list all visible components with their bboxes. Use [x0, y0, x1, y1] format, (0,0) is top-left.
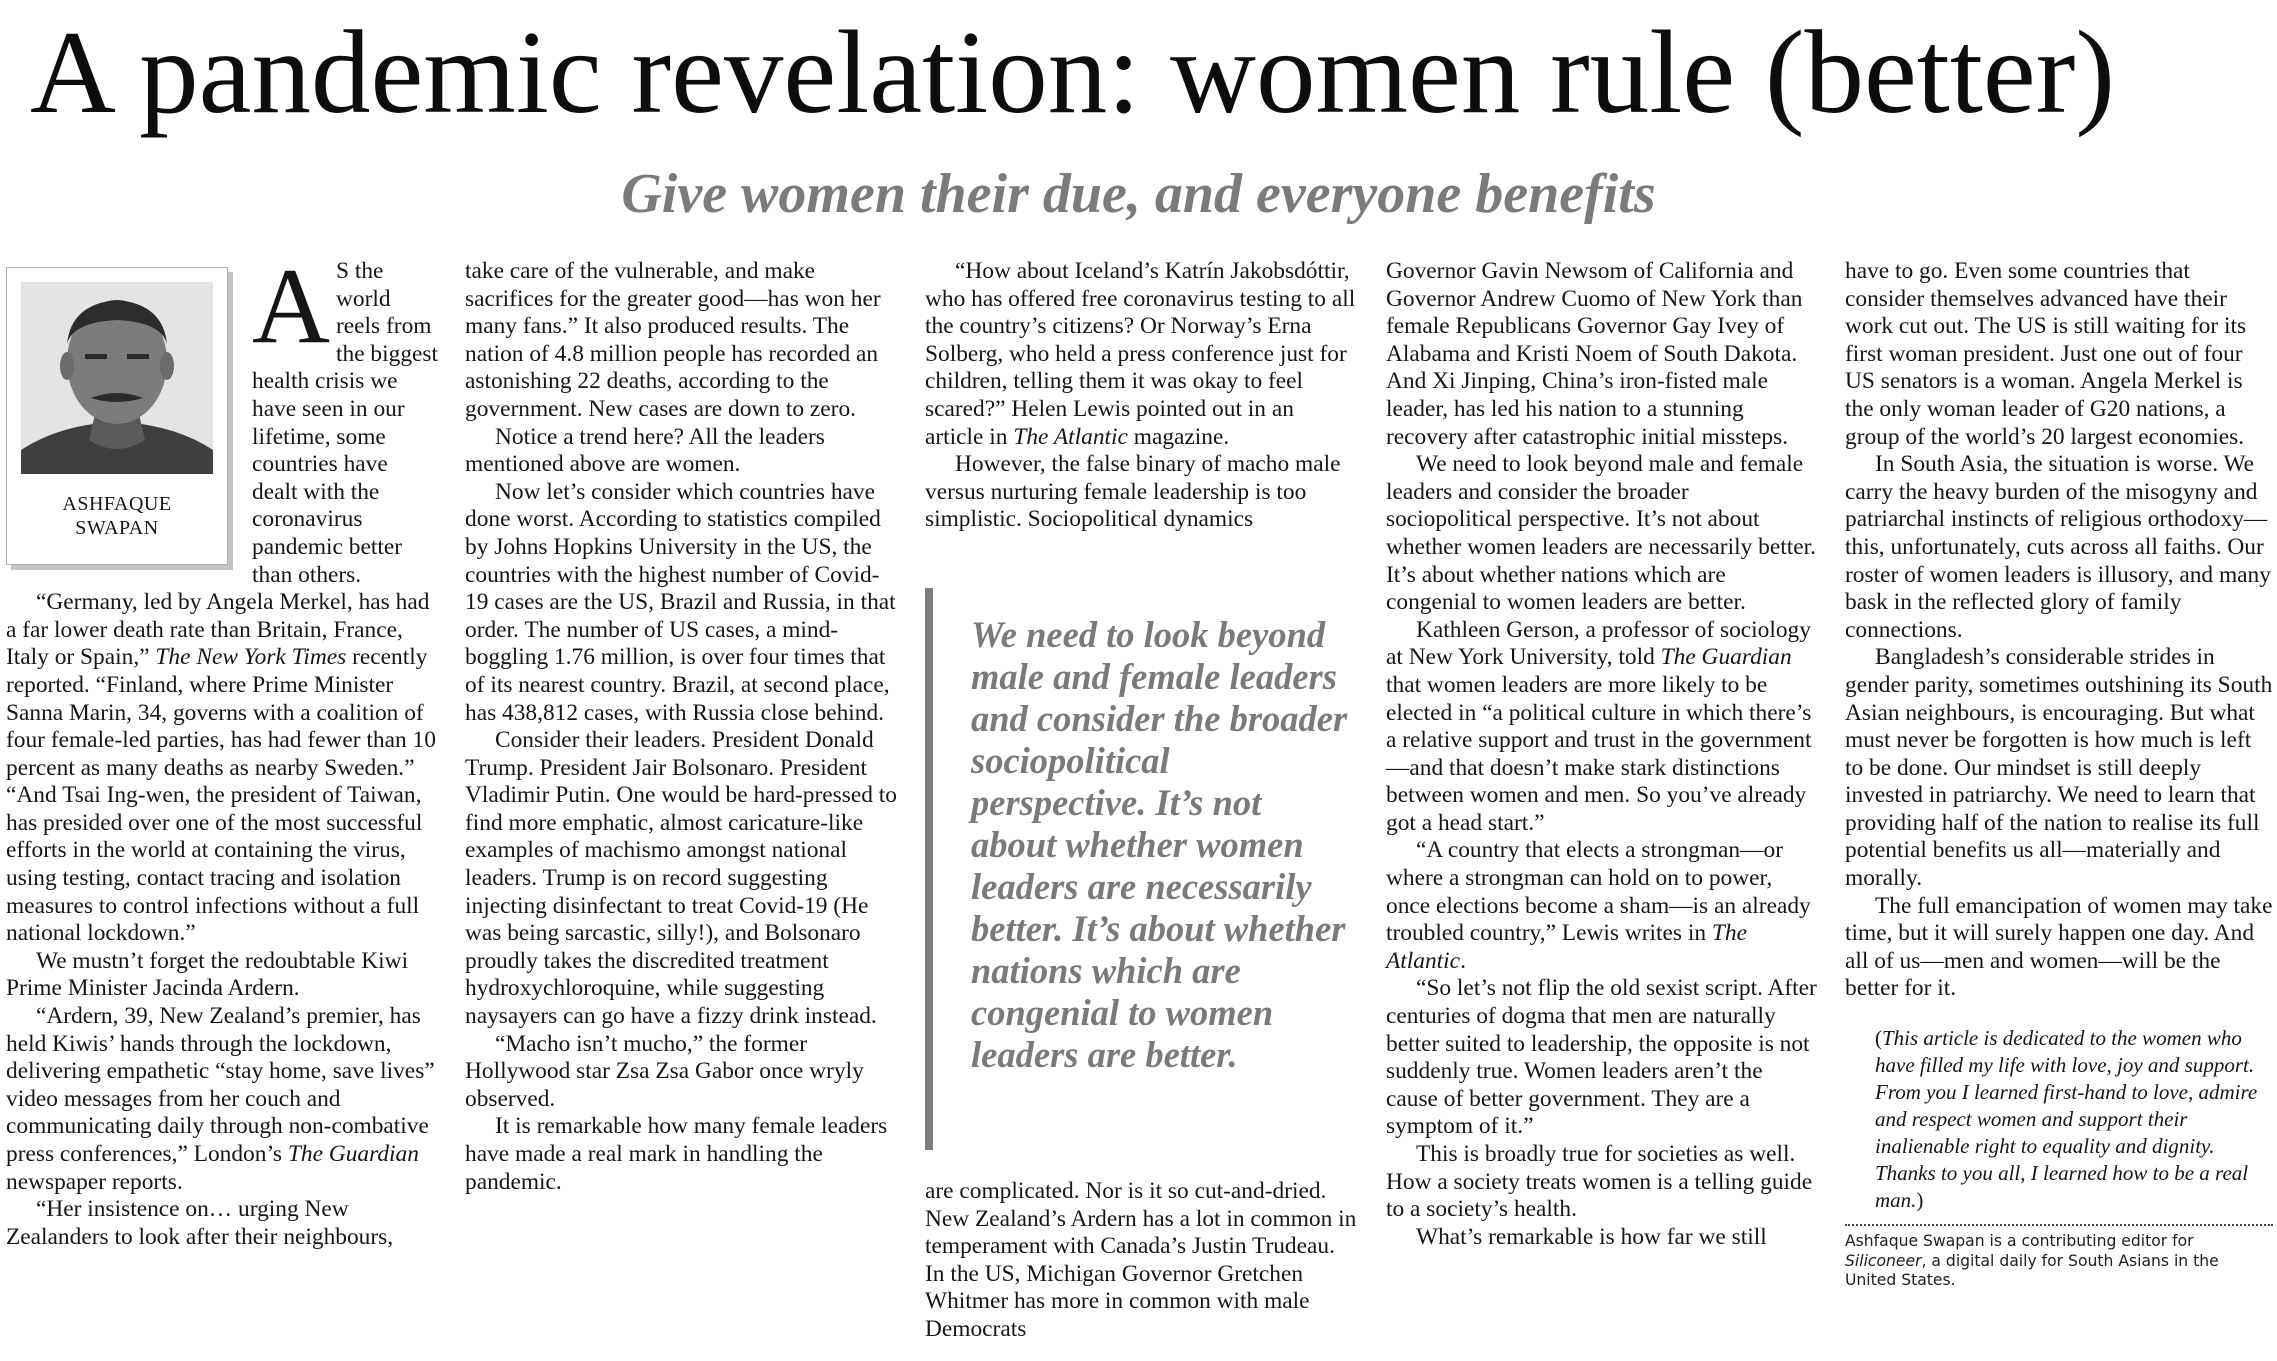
paragraph: Consider their leaders. President Donald Trump. President Jair Bolsonaro. President Vladimir Putin. One would be hard-pressed to find more emphatic, almost caricature-like examples of machismo amongst national leaders. Trump is on record suggesting injecting disinfectant to treat Covid-19 (He was being sarcastic, silly!), and Bolsonaro proudly takes the discredited treatment hydroxychloroquine, while suggesting naysayers can go have a fizzy drink instead. — [465, 727, 897, 1030]
paragraph-text: “Ardern, 39, New Zealand’s premier, has held Kiwis’ hands through the lockdown, delivering empathetic “stay home, save lives” video messages from her couch and communicating daily through non-combative press conferences,” London’s — [6, 1003, 435, 1167]
paragraph: This is broadly true for societies as well. How a society treats women is a telling guide to a society’s health. — [1386, 1141, 1813, 1223]
paragraph-text: “How about Iceland’s Katrín Jakobsdóttir, who has offered free coronavirus testing to all the country’s citizens? Or Norway’s Erna Solberg, who held a press conference just for children, telling them it was okay to feel scared?” Helen Lewis pointed out in an article in — [925, 258, 1356, 450]
paragraph-text: “A country that elects a strongman—or where a strongman can hold on to power, once elections become a sham—is an already troubled country,” Lewis writes in — [1386, 837, 1811, 947]
paragraph — [925, 258, 1357, 451]
dedication-text: This article is dedicated to the women who have filled my life with love, joy and support. From you I learned first-hand to love, admire and respect women and support their inalienable right to equality and dignity. Thanks to you all, I learned how to be a real man. — [1875, 1026, 2258, 1213]
article-column-1 — [6, 247, 438, 1251]
author-bio — [1845, 1232, 2273, 1291]
publication-name: Siliconeer — [1845, 1251, 1922, 1270]
article-column-3-continued — [925, 1178, 1357, 1344]
publication-name: The Guardian — [1660, 644, 1792, 671]
paragraph-text: S the world reels from the biggest health crisis we have seen in our lifetime, some countries have dealt with the coronavirus pandemic better than others. — [252, 258, 438, 588]
divider — [1845, 1224, 2273, 1226]
paragraph: have to go. Even some countries that consider themselves advanced have their work cut out. The US is still waiting for its first woman president. Just one out of four US senators is a woman. Angela Merkel is the only woman leader of G20 nations, a group of the world’s 20 largest economies. — [1845, 258, 2247, 450]
subheadline: Give women their due, and everyone benefits — [621, 163, 1656, 225]
paragraph: “And Tsai Ing-wen, the president of Taiwan, has presided over one of the most successful efforts in the world at containing the virus, using testing, contact tracing and isolation measures to control infections without a full national lockdown.” — [6, 782, 423, 947]
paragraph-text: newspaper reports. — [6, 1168, 183, 1195]
paragraph — [1386, 837, 1818, 975]
paragraph-text: Kathleen Gerson, a professor of sociology at New York University, told — [1386, 616, 1811, 671]
drop-cap: A — [252, 247, 330, 366]
paragraph: We mustn’t forget the redoubtable Kiwi Prime Minister Jacinda Ardern. — [6, 947, 409, 1002]
paragraph: Bangladesh’s considerable strides in gender parity, sometimes outshining its South Asian neighbours, is encouraging. But what must never be forgotten is how much is left to be done. Our mindset is still deeply invested in patriarchy. We need to learn that providing half of the nation to realise its full potential benefits us all—materially and morally. — [1845, 644, 2273, 892]
paragraph: What’s remarkable is how far we still — [1416, 1223, 1767, 1250]
paragraph — [1386, 617, 1818, 838]
paragraph-text: recently reported. “Finland, where Prime Minister Sanna Marin, 34, governs with a coalition of four female-led parties, has had fewer than 10 percent as many deaths as nearby Sweden.” — [6, 644, 436, 781]
paragraph-text: magazine. — [1127, 423, 1230, 450]
publication-name: The Guardian — [287, 1141, 419, 1167]
paragraph: are complicated. Nor is it so cut-and-dried. New Zealand’s Ardern has a lot in common in temperament with Canada’s Justin Trudeau. In the US, Michigan Governor Gretchen Whitmer has more in common with male Democrats — [925, 1178, 1357, 1342]
paragraph-text: that women leaders are more likely to be elected in “a political culture in which there’s a relative support and trust in the government—and that doesn’t make stark distinctions between women and men. So you’ve already got a head start.” — [1386, 671, 1812, 836]
bio-text: , a digital daily for South Asians in the United States. — [1845, 1251, 2219, 1290]
article-column-5 — [1845, 258, 2273, 1291]
paragraph: The full emancipation of women may take time, but it will surely happen one day. And all of us—men and women—will be the better for it. — [1845, 892, 2273, 1002]
paragraph-text: “Germany, led by Angela Merkel, has had a far lower death rate than Britain, France, Italy or Spain,” — [6, 589, 430, 671]
article-column-2 — [465, 258, 897, 1196]
paragraph: However, the false binary of macho male versus nurturing female leadership is too simplistic. Sociopolitical dynamics — [925, 451, 1341, 533]
article-column-3 — [925, 258, 1357, 534]
paragraph-text: . — [1460, 947, 1466, 974]
paragraph — [6, 589, 438, 782]
bio-text: Ashfaque Swapan is a contributing editor for — [1845, 1232, 2194, 1251]
dedication-note — [1845, 1025, 2273, 1214]
paragraph: “So let’s not flip the old sexist script. After centuries of dogma that men are naturally better suited to leadership, the opposite is not suddenly true. Women leaders aren’t the cause of better government. They are a symptom of it.” — [1386, 975, 1817, 1140]
author-name — [7, 492, 227, 540]
paragraph: take care of the vulnerable, and make sacrifices for the greater good—has won her many fans.” It also produced results. The nation of 4.8 million people has recorded an astonishing 22 deaths, according to the government. New cases are down to zero. — [465, 258, 881, 422]
author-box — [6, 267, 228, 565]
paragraph: In South Asia, the situation is worse. We carry the heavy burden of the misogyny and patriarchal instincts of religious orthodoxy—this, unfortunately, cuts across all faiths. Our roster of women leaders is illusory, and many bask in the reflected glory of family connections. — [1845, 451, 2271, 643]
author-first-name: ASHFAQUE — [62, 493, 172, 515]
paren: ( — [1875, 1026, 1882, 1051]
author-last-name: SWAPAN — [75, 517, 159, 539]
pull-quote — [925, 588, 1357, 1150]
headline: A pandemic revelation: women rule (better) — [30, 6, 2115, 138]
paren: ) — [1916, 1188, 1924, 1213]
paragraph: Now let’s consider which countries have done worst. According to statistics compiled by Johns Hopkins University in the US, the countries with the highest number of Covid-19 cases are the US, Brazil and Russia, in that order. The number of US cases, a mind-boggling 1.76 million, is over four times that of its nearest country. Brazil, at second place, has 438,812 cases, with Russia close behind. — [465, 478, 896, 726]
author-portrait-icon — [21, 282, 213, 474]
paragraph: “Macho isn’t mucho,” the former Hollywood star Zsa Zsa Gabor once wryly observed. — [465, 1030, 864, 1112]
pull-quote-text: We need to look beyond male and female leaders and consider the broader sociopolitical perspective. It’s not about whether women leaders are necessarily better. It’s about whether nations which are congenial to women leaders are better. — [971, 614, 1348, 1075]
paragraph: “Her insistence on… urging New Zealanders to look after their neighbours, — [6, 1196, 394, 1250]
publication-name: The Atlantic — [1386, 920, 1747, 974]
paragraph: Notice a trend here? All the leaders mentioned above are women. — [465, 423, 825, 478]
paragraph: It is remarkable how many female leaders have made a real mark in handling the pandemic. — [465, 1113, 888, 1195]
paragraph: We need to look beyond male and female leaders and consider the broader sociopolitical perspective. It’s not about whether women leaders are necessarily better. It’s about whether nations which are congenial to women leaders are better. — [1386, 451, 1816, 616]
paragraph — [6, 1003, 438, 1196]
paragraph: Governor Gavin Newsom of California and Governor Andrew Cuomo of New York than female Republicans Governor Gay Ivey of Alabama and Kristi Noem of South Dakota. And Xi Jinping, China’s iron-fisted male leader, has led his nation to a stunning recovery after catastrophic initial missteps. — [1386, 258, 1803, 450]
publication-name: The New York Times — [155, 644, 347, 671]
article-column-4 — [1386, 258, 1818, 1251]
publication-name: The Atlantic — [1013, 423, 1128, 450]
